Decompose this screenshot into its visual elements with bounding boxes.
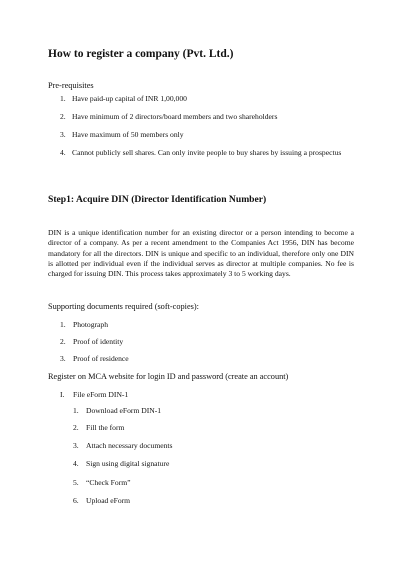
file-steps-list (73, 406, 273, 514)
list-item: 4. Sign using digital signature (73, 459, 170, 468)
list-item: 3. Attach necessary documents (73, 441, 173, 450)
list-item: 1. Have paid-up capital of INR 1,00,000 (60, 94, 187, 103)
supporting-docs-list (60, 320, 260, 371)
document-title: How to register a company (Pvt. Ltd.) (48, 48, 234, 60)
prerequisites-list (60, 94, 355, 170)
list-item: 3. Proof of residence (60, 354, 129, 363)
list-item: 2. Fill the form (73, 423, 125, 432)
list-item: 5. “Check Form” (73, 478, 131, 487)
supporting-docs-label: Supporting documents required (soft-copies): (48, 302, 199, 311)
register-label: Register on MCA website for login ID and password (create an account) (48, 372, 289, 381)
din-paragraph: DIN is a unique identification number for an existing director or a person intending to become a director of a company. As per a recent amendment to the Companies Act 1956, DIN has become mandatory for all the directors. DIN is unique and specific to an individual, therefore only one DIN is allotted per individual even if the individual serves as director at multiple companies. No fee is charged for issuing DIN. This process takes approximately 3 to 5 working days. (48, 228, 354, 279)
list-item: 1. Photograph (60, 320, 109, 329)
list-item: 4. Cannot publicly sell shares. Can only invite people to buy shares by issuing a prospectus (60, 148, 342, 157)
list-item: 2. Proof of identity (60, 337, 124, 346)
prerequisites-label: Pre-requisites (48, 81, 94, 90)
list-item: 1. Download eForm DIN-1 (73, 406, 162, 415)
step1-heading: Step1: Acquire DIN (Director Identification Number) (48, 194, 267, 205)
list-item: 2. Have minimum of 2 directors/board members and two shareholders (60, 112, 278, 121)
list-item: 3. Have maximum of 50 members only (60, 130, 184, 139)
list-item: I. File eForm DIN-1 (60, 390, 129, 399)
file-item-list (60, 390, 260, 404)
list-item: 6. Upload eForm (73, 496, 131, 505)
